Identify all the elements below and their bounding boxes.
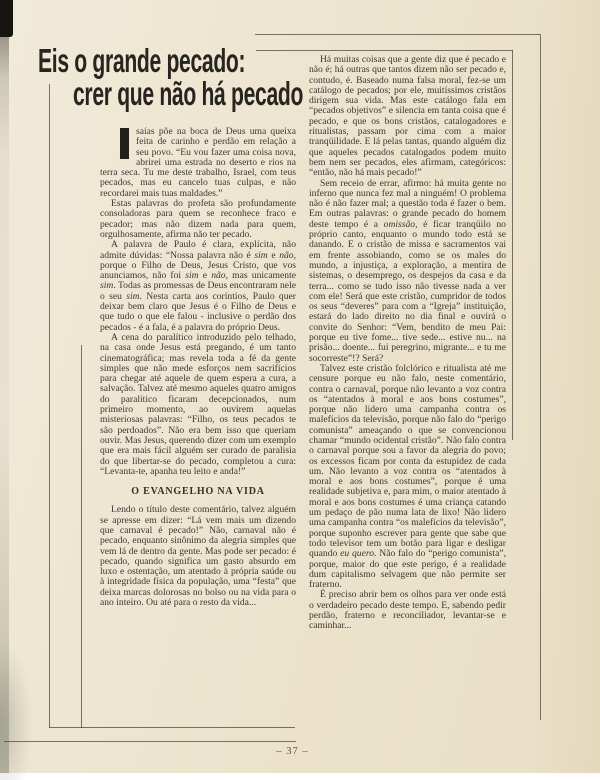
- paragraph: Talvez este cristão folclórico e ritualista até me censure porque eu não falo, neste comentário, contra o carnaval, porque não levanto a voz contra os “atentados à moral e aos bons costumes”, porque não lidero uma campanha contra os malefícios da televisão, porque não falo do “perigo comunista” ameaçando o que se convencionou chamar “mundo ocidental cristão”. Não falo contra o carnaval porque sou a favor da alegria do povo; os excessos ficam por conta da estupidez de cada um. Não levanto a voz contra os “atentados à moral e aos bons costumes”, porque é uma realidade subjetiva e, para mim, o maior atentado à moral e aos bons costumes é uma criança catando um pedaço de pão numa lata de lixo! Não lidero uma campanha contra “os malefícios da televisão”, porque suponho escrever para gente que sabe que todo televisor tem um botão para ligar e desligar quando eu quero. Não falo do “perigo comunista”, porque, maior do que este perigo, é a realidade dum capitalismo selvagem que não permite ser fraterno.: [309, 362, 506, 591]
- section-heading: O EVANGELHO NA VIDA: [131, 486, 265, 498]
- paragraph: Sem receio de errar, afirmo: há muita gente no inferno que nunca fez mal a ninguém! O problema não é não fazer mal; a questão toda é fazer o bem. Em outras palavras: o grande pecado do homem deste tempo é a omissão, é ficar tranqüilo no próprio canto, enquanto o mundo todo está se danando. E o cristão de missa e sacramentos vai em frente assobiando, como se os males do mundo, a injustiça, a exploração, a mentira de sistemas, o desemprego, os despejos da casa e da terra... como se tudo isso não tivesse nada a ver com ele! Será que este cristão, cumpridor de todos os seus “deveres” para com a “Igreja” instituição, estará do lado direito no dia final e ouvirá o convite do Senhor: “Vem, bendito de meu Pai: porque eu tive fome... tive sede... estive nu... na prisão... doente... fui peregrino, migrante... e tu me socorreste”!? Será?: [309, 177, 506, 364]
- rule-right-inner: [512, 50, 513, 440]
- scan-smudge-artifact: [0, 640, 34, 780]
- paragraph: saías põe na boca de Deus uma queixa feita de carinho e perdão em relação a seu povo. “Eu vou fazer uma coisa nova, abrirei uma estrada no deserto e rios na terra seca. Tu me deste trabalho, Israel, com teus pecados, mas eu cancelo tuas culpas, e não recordarei mais tuas maldades.”: [100, 126, 296, 199]
- paragraph: Estas palavras do profeta são profundamente consoladoras para quem se reconhece fraco e pecador; mas não dizem nada para quem, orgulhosamente, afirma não ter pecado.: [100, 198, 296, 240]
- paragraph: É preciso abrir bem os olhos para ver onde está o verdadeiro pecado deste tempo. E, sabendo pedir perdão, fraterno e reconciliador, levantar-se e caminhar...: [309, 589, 506, 632]
- rule-right-outer: [540, 34, 541, 720]
- rule-left-inner: [81, 345, 82, 728]
- drop-cap: [120, 128, 129, 159]
- left-column: [100, 127, 296, 608]
- right-column: [309, 55, 506, 632]
- paragraph: A palavra de Paulo é clara, explícita, não admite dúvidas: “Nossa palavra não é sim e não, porque o Filho de Deus, Jesus Cristo, que vos anunciamos, não foi sim e não, mas unicamente sim. Todas as promessas de Deus encontraram nele o seu sim. Nesta carta aos coríntios, Paulo quer deixar bem claro que Jesus é o Filho de Deus e que tudo o que ele falou - inclusive o perdão dos pecados - é a fala, é a palavra do próprio Deus.: [100, 239, 296, 333]
- rule-bottom-upper: [49, 727, 295, 728]
- rule-top-outer: [255, 34, 540, 35]
- rule-top-inner: [256, 50, 513, 51]
- page-number: – 37 –: [276, 746, 309, 757]
- article-title-line1: Eis o grande pecado:: [38, 42, 246, 79]
- rule-left-outer: [49, 84, 50, 728]
- scan-corner-artifact: [0, 0, 13, 37]
- paragraph: Há muitas coisas que a gente diz que é pecado e não é; há outras que tantos dizem não ser pecado e, contudo, é. Baseado numa falsa moral, fez-se um catálogo de pecados; por ele, muitíssimos cristãos dirigem sua vida. Mas este catálogo fala em “pecados objetivos” e silencia em tanta coisa que é pecado, e que os bons cristãos, catalogadores e ritualistas, passam por cima com a maior tranqüilidade. E lá pelas tantas, quando alguém diz que aqueles pecados catalogados podem muito bem nem ser pecados, eles afirmam, categóricos: “então, não há mais pecado!”: [309, 54, 506, 179]
- paragraph: Lendo o título deste comentário, talvez alguém se apresse em dizer: “Lá vem mais um dizendo que carnaval é pecado!” Não, carnaval não é pecado, enquanto sinônimo da alegria simples que vem lá de dentro da gente. Mas pode ser pecado: é pecado, quando significa um gasto absurdo em luxo e ostentação, um atentado à própria saúde ou à integridade física da população, uma “festa” que deixa marcas dolorosas no bolso ou na vida para o ano inteiro. Ou até para o resto da vida...: [100, 504, 296, 609]
- paragraph: A cena do paralítico introduzido pelo telhado, na casa onde Jesus está pregando, é um tanto cinematográfica; mas revela toda a fé da gente simples que não mede esforços nem sacrifícios para chegar até aquele de quem espera a cura, a salvação. Talvez até mesmo aqueles quatro amigos do paralítico ficaram decepcionados, num primeiro momento, ao ouvirem aquelas misteriosas palavras: “Filho, os teus pecados te são perdoados”. Não era bem isso que queriam ouvir. Mas Jesus, querendo dizer com um exemplo que era mais fácil alguém ser curado de paralisia do que libertar-se do pecado, completou a cura: “Levanta-te, apanha teu leito e anda!”: [100, 331, 296, 477]
- rule-bottom-lower: [4, 741, 296, 742]
- article-title-line2: crer que não há pecado: [73, 75, 304, 112]
